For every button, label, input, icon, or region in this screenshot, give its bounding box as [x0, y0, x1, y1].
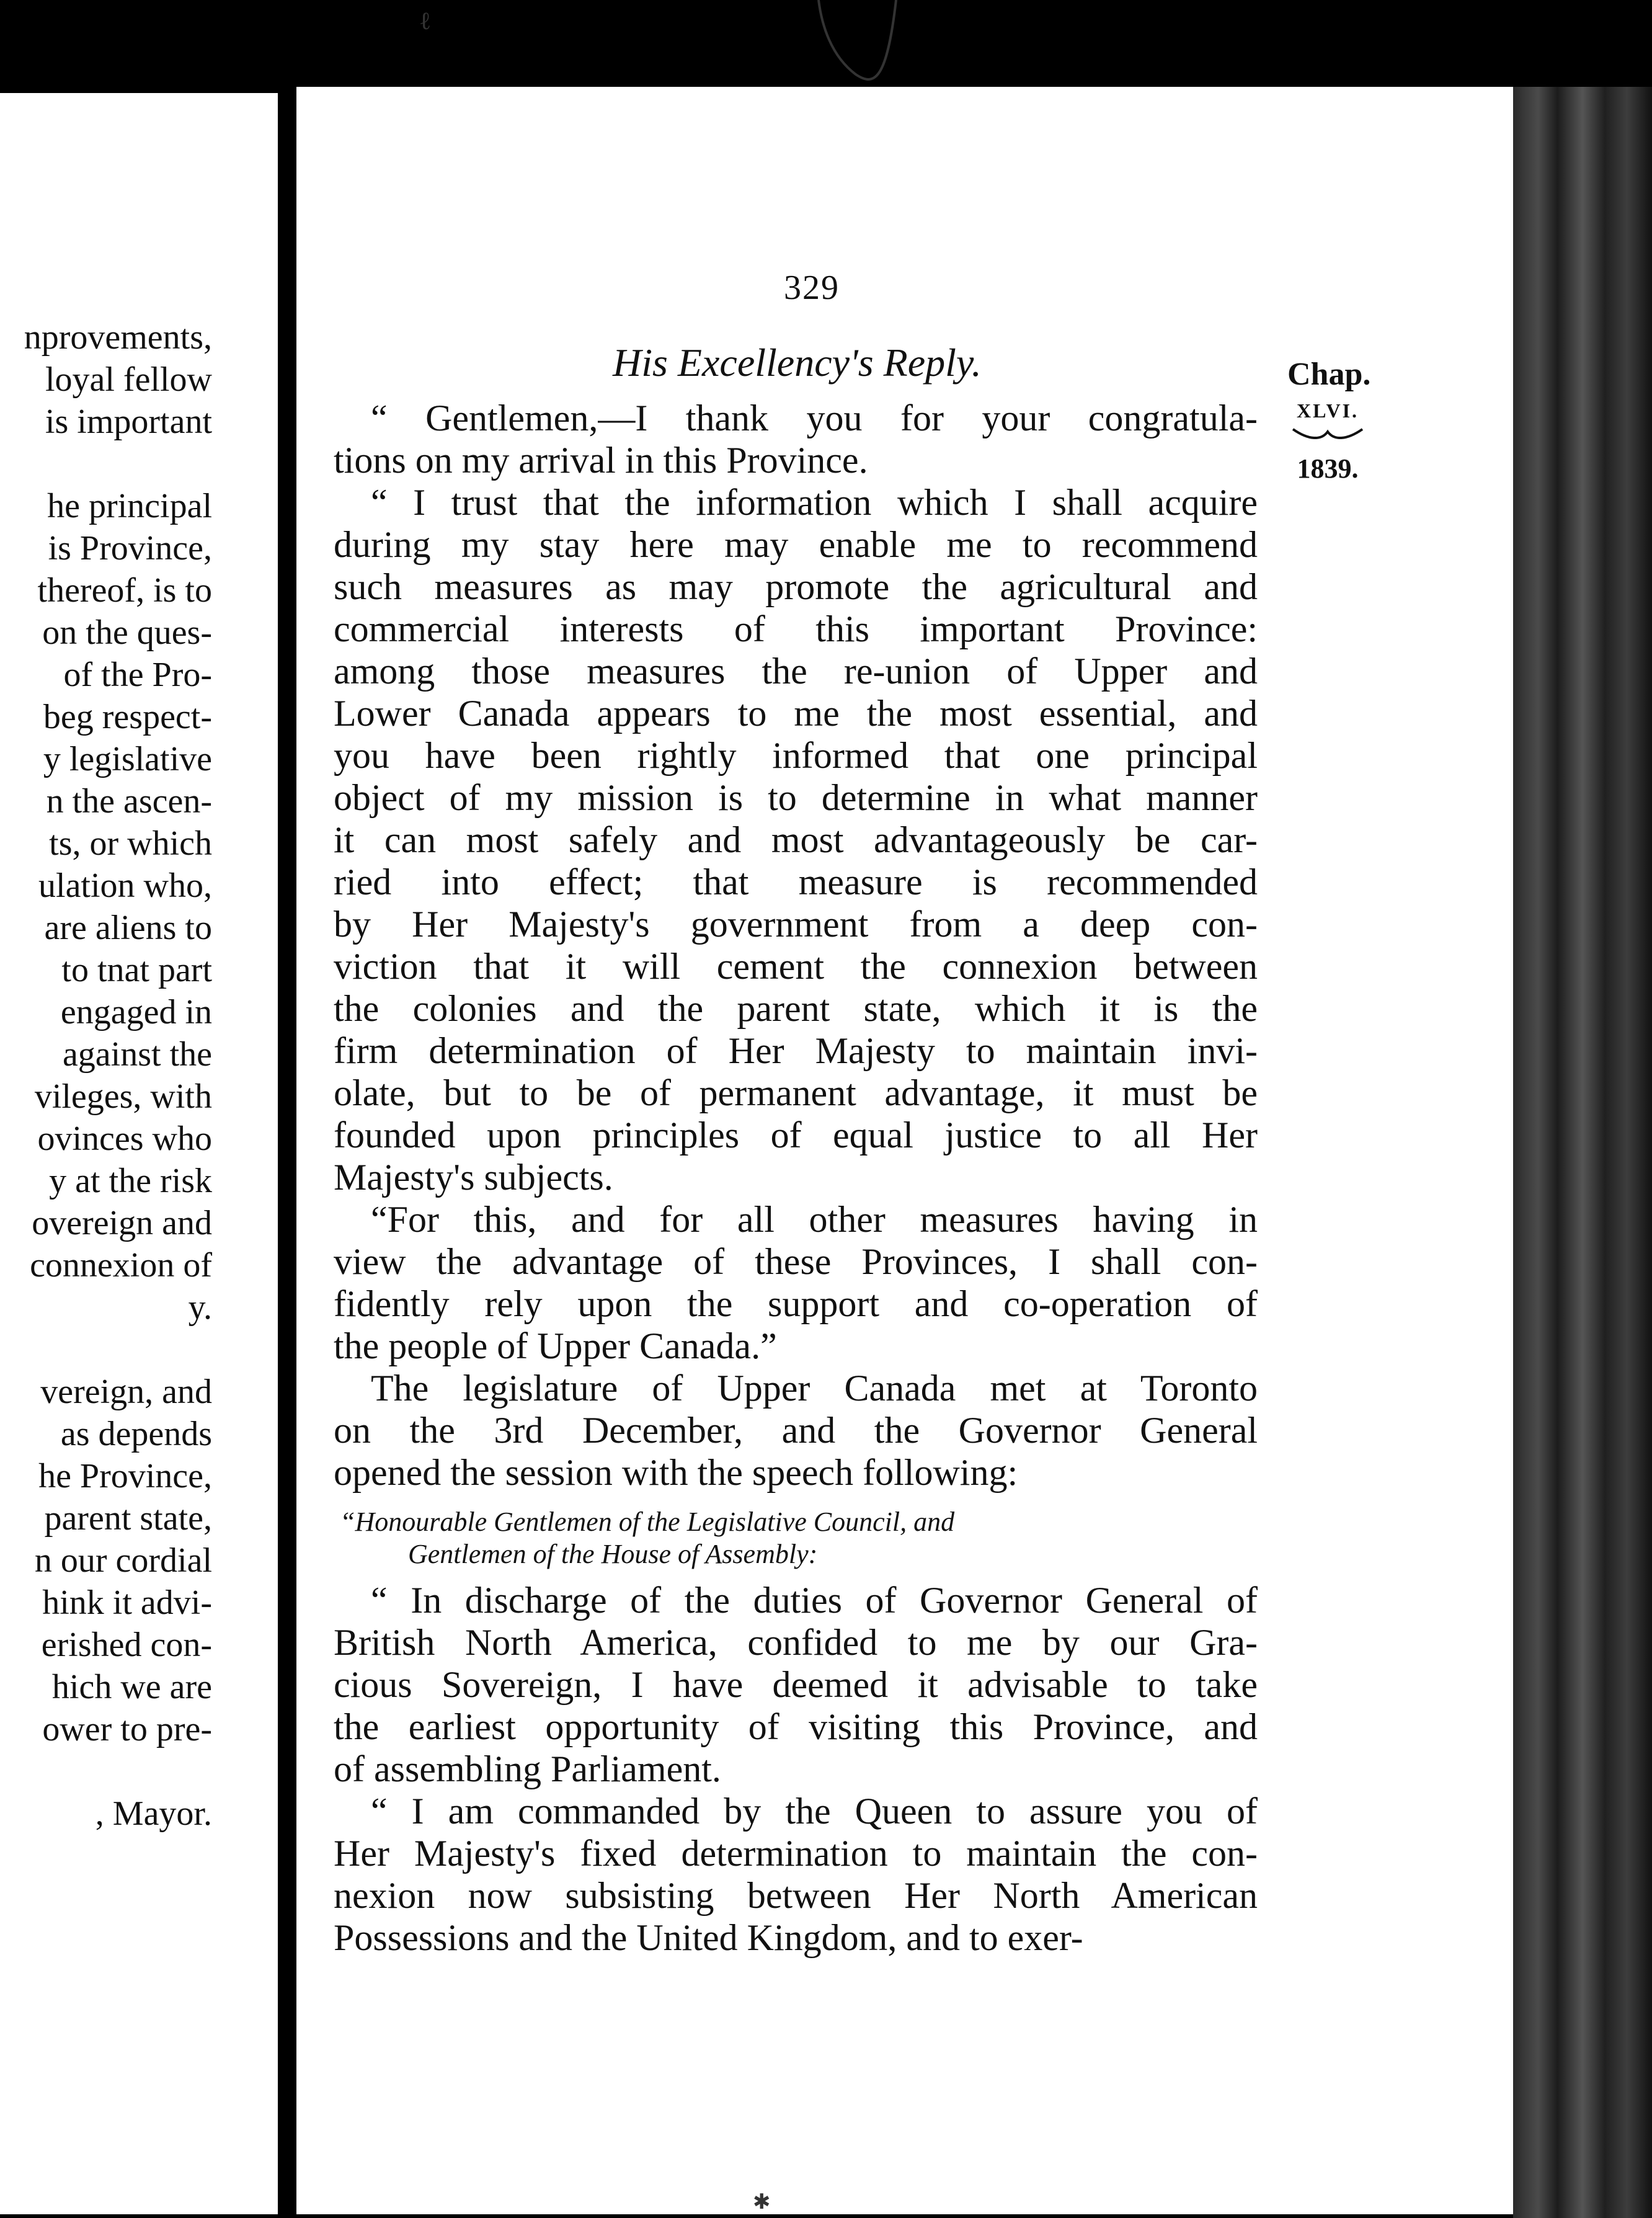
text-line: the earliest opportunity of visiting this Province, and: [334, 1706, 1258, 1747]
text-line: tions on my arrival in this Province.: [334, 440, 868, 481]
main-text-block: [334, 397, 1258, 1959]
running-head: His Excellency's Reply.: [613, 341, 982, 385]
left-page-line: of the Pro-: [63, 656, 212, 694]
text-line: it can most safely and most advantageously be car-: [334, 819, 1258, 860]
text-line: the colonies and the parent state, which it is the: [334, 988, 1258, 1029]
text-line: commercial interests of this important Province:: [334, 608, 1258, 649]
left-page-line: parent state,: [44, 1499, 212, 1538]
left-page-line: loyal fellow: [45, 360, 212, 399]
text-line: view the advantage of these Provinces, I shall con-: [334, 1241, 1258, 1282]
text-line: firm determination of Her Majesty to maintain invi-: [334, 1030, 1258, 1071]
left-facing-page: [0, 93, 278, 2214]
text-line: British North America, confided to me by our Gra-: [334, 1622, 1258, 1663]
text-line: by Her Majesty's government from a deep con-: [334, 904, 1258, 945]
text-line: object of my mission is to determine in what manner: [334, 777, 1258, 818]
left-page-line: engaged in: [60, 993, 212, 1031]
left-page-line: erished con-: [41, 1626, 212, 1664]
left-page-line: overeign and: [32, 1204, 212, 1242]
left-page-line: n our cordial: [34, 1541, 212, 1580]
text-line: during my stay here may enable me to recommend: [334, 524, 1258, 565]
text-line: on the 3rd December, and the Governor General: [334, 1410, 1258, 1451]
left-page-line: to tnat part: [61, 951, 212, 989]
text-line: olate, but to be of permanent advantage, it must be: [334, 1072, 1258, 1113]
text-line: Her Majesty's fixed determination to maintain the con-: [334, 1833, 1258, 1874]
text-paragraphs-part-2: [334, 1579, 1258, 1959]
left-page-line: vileges, with: [34, 1077, 212, 1116]
left-page-line: he principal: [47, 487, 212, 525]
left-page-line: as depends: [60, 1415, 212, 1453]
left-page-line: ts, or which: [49, 824, 212, 863]
left-page-line: he Province,: [38, 1457, 212, 1495]
text-line: among those measures the re-union of Upper and: [334, 651, 1258, 692]
text-line: founded upon principles of equal justice to all Her: [334, 1115, 1258, 1156]
text-line: “ I trust that the information which I shall acquire: [371, 482, 1258, 523]
left-page-line: , Mayor.: [95, 1794, 212, 1833]
text-line: cious Sovereign, I have deemed it advisable to take: [334, 1664, 1258, 1705]
text-line: nexion now subsisting between Her North American: [334, 1875, 1258, 1916]
text-paragraphs-part-1: [334, 397, 1258, 1494]
margin-note-year: 1839.: [1297, 453, 1359, 484]
text-line: Possessions and the United Kingdom, and to exer-: [334, 1917, 1083, 1958]
text-line: of assembling Parliament.: [334, 1748, 721, 1789]
left-page-line: on the ques-: [42, 613, 212, 652]
text-line: you have been rightly informed that one principal: [334, 735, 1258, 776]
left-page-line: y at the risk: [49, 1162, 212, 1200]
text-line: “ I am commanded by the Queen to assure you of: [371, 1791, 1258, 1832]
left-page-line: ower to pre-: [42, 1710, 212, 1748]
left-page-line: y legislative: [43, 740, 212, 778]
margin-note: [1287, 357, 1371, 484]
text-line: “ In discharge of the duties of Governor General of: [371, 1580, 1258, 1621]
page-edges: [1513, 87, 1652, 2218]
text-line: opened the session with the speech following:: [334, 1452, 1018, 1493]
text-line: “For this, and for all other measures having in: [371, 1199, 1258, 1240]
left-page-line: nprovements,: [24, 318, 212, 357]
text-line: such measures as may promote the agricultural and: [334, 566, 1258, 607]
text-line: fidently rely upon the support and co-operation of: [334, 1283, 1258, 1324]
left-page-line: thereof, is to: [37, 571, 212, 610]
text-line: “ Gentlemen,—I thank you for your congratula-: [371, 398, 1258, 439]
margin-note-volume: XLVI.: [1296, 399, 1359, 422]
stray-pen-mark: ℓ: [419, 7, 432, 35]
left-page-line: n the ascen-: [46, 782, 212, 821]
left-page-line: hink it advi-: [42, 1583, 212, 1622]
left-page-line: y.: [188, 1288, 212, 1327]
page-number: 329: [784, 269, 840, 307]
left-page-line: ovinces who: [37, 1120, 212, 1158]
left-page-line: connexion of: [30, 1246, 212, 1285]
text-line: viction that it will cement the connexion between: [334, 946, 1258, 987]
text-line: Lower Canada appears to me the most essential, and: [334, 693, 1258, 734]
stray-ink-mark: ✱: [753, 2191, 771, 2214]
salutation-line: Gentlemen of the House of Assembly:: [408, 1539, 818, 1569]
left-page-line: hich we are: [51, 1668, 212, 1706]
left-page-line: against the: [62, 1035, 212, 1074]
flourish-ornament: [1290, 425, 1365, 439]
book-gutter: [278, 93, 296, 2214]
left-page-line: are aliens to: [44, 909, 212, 947]
left-page-line: vereign, and: [40, 1373, 212, 1411]
salutation-line: “Honourable Gentlemen of the Legislative Council, and: [340, 1507, 955, 1537]
salutation: [334, 1506, 1258, 1570]
text-line: Majesty's subjects.: [334, 1157, 613, 1198]
text-line: ried into effect; that measure is recommended: [334, 862, 1258, 902]
text-line: The legislature of Upper Canada met at Toronto: [371, 1368, 1258, 1409]
stray-thread-mark: [812, 0, 905, 93]
left-page-line: is Province,: [48, 529, 212, 568]
left-page-line: beg respect-: [43, 698, 212, 736]
text-line: the people of Upper Canada.”: [334, 1325, 777, 1366]
left-page-line: is important: [45, 403, 212, 441]
margin-note-chapter: Chap.: [1287, 357, 1371, 392]
left-page-line: ulation who,: [38, 866, 212, 905]
